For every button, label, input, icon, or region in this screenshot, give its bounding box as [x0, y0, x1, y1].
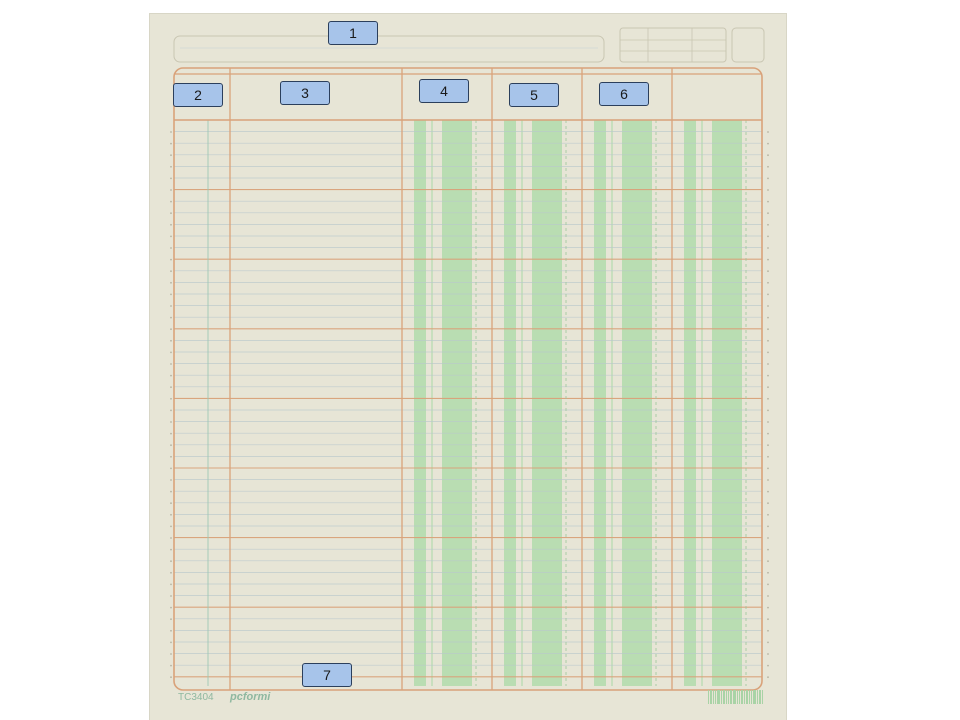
barcode-bar — [739, 690, 740, 704]
margin-dot-right — [767, 340, 769, 342]
margin-dot-left — [170, 642, 172, 644]
margin-dot-left — [170, 352, 172, 354]
margin-dot-right — [767, 294, 769, 296]
margin-dot-right — [767, 433, 769, 435]
margin-dot-right — [767, 189, 769, 191]
amount-column-bands — [414, 120, 742, 686]
margin-dot-right — [767, 642, 769, 644]
margin-dot-left — [170, 595, 172, 597]
margin-dot-left — [170, 444, 172, 446]
barcode-bar — [741, 690, 743, 704]
barcode-bar — [730, 690, 732, 704]
margin-dot-left — [170, 224, 172, 226]
barcode-bar — [753, 690, 756, 704]
margin-dot-right — [767, 584, 769, 586]
barcode-bar — [713, 690, 714, 704]
callout-4[interactable]: 4 — [419, 79, 469, 103]
margin-dot-right — [767, 549, 769, 551]
green-band-narrow-4 — [684, 120, 696, 686]
margin-dot-left — [170, 294, 172, 296]
margin-dot-right — [767, 328, 769, 330]
margin-dot-right — [767, 653, 769, 655]
margin-dot-left — [170, 653, 172, 655]
margin-dot-left — [170, 282, 172, 284]
margin-dot-right — [767, 212, 769, 214]
margin-dot-right — [767, 444, 769, 446]
brand-logo: pcformi — [230, 691, 271, 703]
margin-dot-left — [170, 572, 172, 574]
margin-dot-left — [170, 433, 172, 435]
margin-dot-right — [767, 618, 769, 620]
margin-dot-right — [767, 607, 769, 609]
margin-dot-left — [170, 236, 172, 238]
margin-dot-right — [767, 560, 769, 562]
margin-dot-left — [170, 456, 172, 458]
margin-dot-right — [767, 502, 769, 504]
margin-dot-left — [170, 143, 172, 145]
callout-1[interactable]: 1 — [328, 21, 378, 45]
margin-dot-left — [170, 375, 172, 377]
page-info-boxes — [620, 28, 764, 62]
margin-dot-right — [767, 456, 769, 458]
margin-dot-right — [767, 537, 769, 539]
margin-dot-right — [767, 305, 769, 307]
margin-dot-left — [170, 491, 172, 493]
callout-3[interactable]: 3 — [280, 81, 330, 105]
amount-column-4-header[interactable] — [672, 74, 762, 120]
margin-dot-left — [170, 189, 172, 191]
green-band-wide-3 — [622, 120, 652, 686]
margin-dot-right — [767, 630, 769, 632]
ledger-sheet — [150, 14, 786, 720]
margin-dot-left — [170, 259, 172, 261]
margin-dot-right — [767, 676, 769, 678]
margin-dot-left — [170, 584, 172, 586]
callout-7[interactable]: 7 — [302, 663, 352, 687]
margin-dot-left — [170, 178, 172, 180]
margin-dot-right — [767, 352, 769, 354]
margin-dot-left — [170, 502, 172, 504]
margin-dot-right — [767, 491, 769, 493]
barcode-bar — [746, 690, 748, 704]
barcode-bar — [721, 690, 722, 704]
margin-dot-right — [767, 398, 769, 400]
margin-dot-right — [767, 375, 769, 377]
margin-dot-left — [170, 526, 172, 528]
margin-dot-left — [170, 468, 172, 470]
margin-dot-left — [170, 676, 172, 678]
barcode-bar — [733, 690, 736, 704]
barcode-bar — [708, 690, 709, 704]
margin-dot-left — [170, 421, 172, 423]
margin-dot-left — [170, 166, 172, 168]
barcode-bar — [757, 690, 758, 704]
green-band-wide-1 — [442, 120, 472, 686]
green-band-wide-4 — [712, 120, 742, 686]
barcode-bar — [759, 690, 761, 704]
margin-dot-left — [170, 479, 172, 481]
margin-dot-right — [767, 410, 769, 412]
margin-dot-right — [767, 143, 769, 145]
margin-dot-right — [767, 270, 769, 272]
barcode-bar — [723, 690, 725, 704]
margin-dot-right — [767, 259, 769, 261]
margin-dot-left — [170, 386, 172, 388]
margin-dot-right — [767, 386, 769, 388]
margin-dot-left — [170, 665, 172, 667]
margin-dot-left — [170, 549, 172, 551]
margin-dot-left — [170, 398, 172, 400]
barcode-bar — [751, 690, 752, 704]
margin-dot-right — [767, 514, 769, 516]
margin-dot-right — [767, 282, 769, 284]
margin-dot-left — [170, 618, 172, 620]
callout-6[interactable]: 6 — [599, 82, 649, 106]
callout-2[interactable]: 2 — [173, 83, 223, 107]
margin-dot-right — [767, 131, 769, 133]
title-field[interactable] — [174, 36, 604, 62]
margin-dot-right — [767, 595, 769, 597]
cent-separators — [476, 120, 746, 686]
margin-dot-left — [170, 340, 172, 342]
margin-dot-left — [170, 607, 172, 609]
margin-dot-right — [767, 468, 769, 470]
margin-dot-right — [767, 526, 769, 528]
barcode-bar — [728, 690, 729, 704]
margin-dot-right — [767, 178, 769, 180]
barcode-bar — [726, 690, 727, 704]
margin-dot-left — [170, 305, 172, 307]
margin-dot-left — [170, 630, 172, 632]
margin-dot-right — [767, 224, 769, 226]
margin-dot-right — [767, 479, 769, 481]
margin-dot-right — [767, 421, 769, 423]
barcode — [708, 690, 763, 704]
green-band-narrow-2 — [504, 120, 516, 686]
barcode-bar — [744, 690, 745, 704]
margin-dot-left — [170, 363, 172, 365]
green-band-narrow-3 — [594, 120, 606, 686]
margin-dot-left — [170, 212, 172, 214]
margin-dot-right — [767, 201, 769, 203]
margin-dot-left — [170, 154, 172, 156]
margin-dot-right — [767, 572, 769, 574]
barcode-bar — [737, 690, 738, 704]
margin-dot-right — [767, 236, 769, 238]
margin-dot-left — [170, 201, 172, 203]
margin-dot-left — [170, 247, 172, 249]
margin-dot-right — [767, 317, 769, 319]
margin-dot-right — [767, 665, 769, 667]
barcode-bar — [717, 690, 720, 704]
callout-5[interactable]: 5 — [509, 83, 559, 107]
margin-dot-right — [767, 363, 769, 365]
margin-dot-right — [767, 247, 769, 249]
margin-dot-left — [170, 560, 172, 562]
margin-dot-left — [170, 270, 172, 272]
form-code: TC3404 — [178, 692, 214, 703]
margin-dot-left — [170, 317, 172, 319]
ledger-form — [150, 14, 786, 720]
margin-dot-right — [767, 166, 769, 168]
barcode-bar — [715, 690, 716, 704]
green-band-narrow-1 — [414, 120, 426, 686]
green-band-wide-2 — [532, 120, 562, 686]
margin-dot-left — [170, 410, 172, 412]
form-footer — [178, 690, 763, 704]
margin-dot-left — [170, 537, 172, 539]
barcode-bar — [710, 690, 712, 704]
margin-dot-left — [170, 131, 172, 133]
margin-dot-left — [170, 514, 172, 516]
margin-dot-right — [767, 154, 769, 156]
barcode-bar — [749, 690, 750, 704]
barcode-bar — [762, 690, 763, 704]
margin-dot-left — [170, 328, 172, 330]
